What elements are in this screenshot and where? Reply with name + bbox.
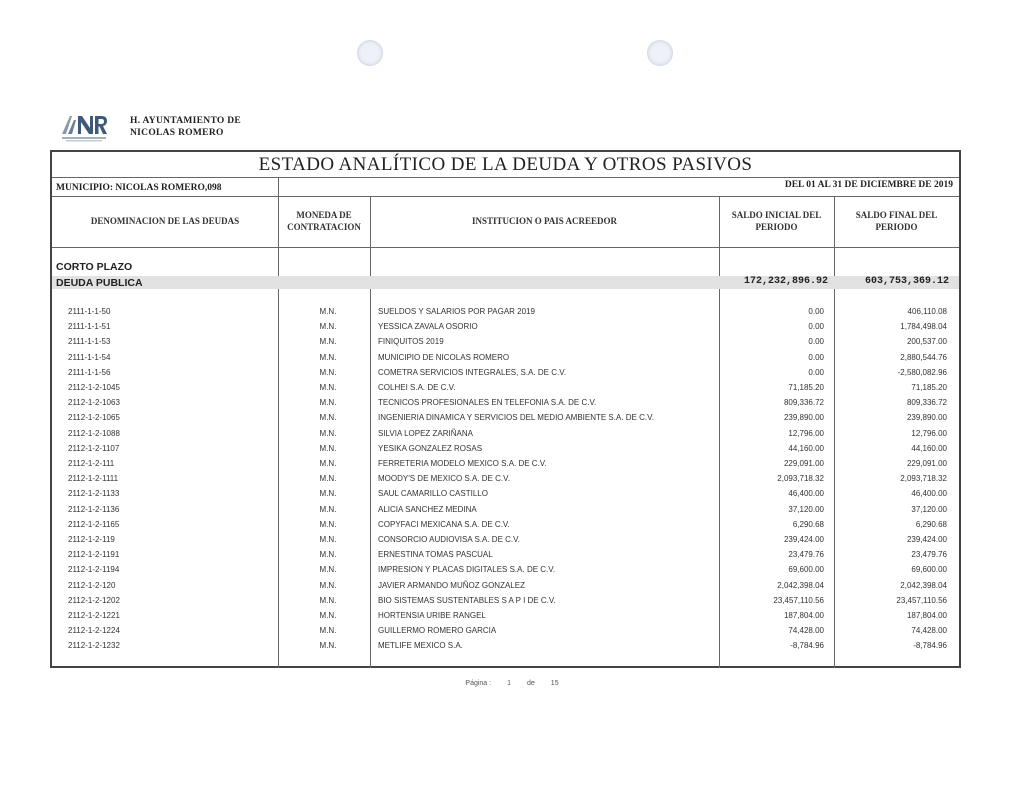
table-row bbox=[52, 626, 959, 641]
table-row bbox=[52, 565, 959, 580]
cell-saldo-final: 239,424.00 bbox=[906, 535, 947, 544]
page-footer bbox=[0, 680, 1024, 687]
cell-moneda: M.N. bbox=[319, 383, 337, 392]
cell-moneda: M.N. bbox=[319, 611, 337, 620]
cell-saldo-inicial: 239,424.00 bbox=[783, 535, 824, 544]
cell-cuenta: 2111-1-1-53 bbox=[68, 337, 111, 347]
page-total: 15 bbox=[550, 680, 559, 687]
cell-institucion: COLHEI S.A. DE C.V. bbox=[378, 383, 456, 392]
cell-institucion: FINIQUITOS 2019 bbox=[378, 337, 444, 347]
cell-cuenta: 2112-1-2-1194 bbox=[68, 565, 120, 575]
cell-saldo-inicial: 0.00 bbox=[808, 352, 824, 362]
total-saldo-final: 603,753,369.12 bbox=[864, 276, 949, 287]
org-line-1: H. AYUNTAMIENTO DE bbox=[130, 116, 242, 126]
cell-saldo-final: 406,110.08 bbox=[907, 307, 947, 316]
document-header bbox=[60, 110, 241, 144]
cell-saldo-inicial: 187,804.00 bbox=[783, 611, 824, 620]
cell-saldo-final: 2,880,544.76 bbox=[900, 352, 947, 362]
cell-institucion: JAVIER ARMANDO MUÑOZ GONZALEZ bbox=[378, 580, 525, 590]
punch-hole-right bbox=[647, 40, 673, 66]
cell-institucion: COPYFACI MEXICANA S.A. DE C.V. bbox=[378, 519, 510, 529]
punch-hole-left bbox=[357, 40, 383, 66]
cell-saldo-final: 200,537.00 bbox=[906, 337, 947, 347]
cell-cuenta: 2112-1-2-1165 bbox=[68, 519, 120, 529]
cell-cuenta: 2112-1-2-1202 bbox=[68, 595, 120, 605]
cell-cuenta: 2111-1-1-50 bbox=[68, 307, 111, 316]
cell-saldo-inicial: 0.00 bbox=[808, 322, 824, 332]
cell-saldo-inicial: 0.00 bbox=[808, 307, 824, 316]
page-current: 1 bbox=[507, 680, 511, 687]
cell-saldo-inicial: 23,479.76 bbox=[788, 550, 824, 560]
table-row bbox=[52, 641, 959, 656]
cell-saldo-inicial: 74,428.00 bbox=[788, 626, 824, 636]
cell-moneda: M.N. bbox=[319, 519, 337, 529]
cell-institucion: ERNESTINA TOMAS PASCUAL bbox=[378, 550, 493, 560]
cell-cuenta: 2112-1-2-1107 bbox=[68, 443, 120, 453]
cell-moneda: M.N. bbox=[319, 337, 337, 347]
cell-saldo-inicial: 239,890.00 bbox=[783, 413, 824, 423]
table-row bbox=[52, 505, 959, 520]
cell-moneda: M.N. bbox=[319, 322, 337, 332]
cell-saldo-inicial: 69,600.00 bbox=[788, 565, 824, 575]
table-row bbox=[52, 596, 959, 611]
section-deuda-publica: DEUDA PUBLICA bbox=[56, 277, 143, 289]
org-line-2: NICOLAS ROMERO bbox=[130, 128, 224, 138]
cell-saldo-final: -2,580,082.96 bbox=[897, 367, 947, 377]
cell-cuenta: 2112-1-2-1045 bbox=[68, 383, 120, 392]
table-row bbox=[52, 474, 959, 489]
cell-institucion: MUNICIPIO DE NICOLAS ROMERO bbox=[378, 352, 510, 362]
cell-moneda: M.N. bbox=[319, 580, 337, 590]
cell-saldo-inicial: 809,336.72 bbox=[783, 398, 824, 408]
table-row bbox=[52, 398, 959, 413]
cell-cuenta: 2112-1-2-1065 bbox=[68, 413, 120, 423]
cell-cuenta: 2112-1-2-1232 bbox=[68, 641, 120, 651]
cell-saldo-inicial: -8,784.96 bbox=[790, 641, 824, 651]
table-row bbox=[52, 550, 959, 565]
cell-saldo-final: 74,428.00 bbox=[911, 626, 947, 636]
cell-institucion: ALICIA SANCHEZ MEDINA bbox=[378, 504, 477, 514]
cell-saldo-inicial: 2,042,398.04 bbox=[777, 580, 824, 590]
cell-saldo-inicial: 37,120.00 bbox=[788, 504, 824, 514]
period-label: DEL 01 AL 31 DE DICIEMBRE DE 2019 bbox=[784, 180, 953, 190]
table-row bbox=[52, 535, 959, 550]
cell-institucion: YESSICA ZAVALA OSORIO bbox=[378, 322, 478, 332]
cell-moneda: M.N. bbox=[319, 641, 337, 651]
cell-cuenta: 2112-1-2-1063 bbox=[68, 398, 120, 408]
municipality-logo-icon bbox=[60, 110, 108, 144]
cell-moneda: M.N. bbox=[319, 565, 337, 575]
cell-moneda: M.N. bbox=[319, 595, 337, 605]
cell-institucion: METLIFE MEXICO S.A. bbox=[378, 641, 463, 651]
cell-saldo-inicial: 12,796.00 bbox=[788, 428, 824, 438]
cell-institucion: SAUL CAMARILLO CASTILLO bbox=[378, 489, 488, 499]
cell-moneda: M.N. bbox=[319, 550, 337, 560]
cell-cuenta: 2112-1-2-120 bbox=[68, 580, 116, 590]
cell-cuenta: 2112-1-2-1136 bbox=[68, 504, 120, 514]
cell-saldo-final: 71,185.20 bbox=[911, 383, 947, 392]
column-header-moneda: MONEDA DE CONTRATACION bbox=[287, 210, 361, 232]
cell-saldo-final: 187,804.00 bbox=[906, 611, 947, 620]
table-row bbox=[52, 413, 959, 428]
cell-saldo-final: 69,600.00 bbox=[911, 565, 947, 575]
table-row bbox=[52, 489, 959, 504]
cell-moneda: M.N. bbox=[319, 352, 337, 362]
municipio-label: MUNICIPIO: NICOLAS ROMERO,098 bbox=[56, 183, 222, 193]
cell-institucion: SILVIA LOPEZ ZARIÑANA bbox=[378, 428, 473, 438]
cell-cuenta: 2112-1-2-111 bbox=[68, 459, 115, 468]
cell-saldo-final: 809,336.72 bbox=[906, 398, 947, 408]
cell-institucion: BIO SISTEMAS SUSTENTABLES S A P I DE C.V. bbox=[378, 595, 556, 605]
cell-moneda: M.N. bbox=[319, 398, 337, 408]
cell-moneda: M.N. bbox=[319, 367, 337, 377]
cell-moneda: M.N. bbox=[319, 626, 337, 636]
cell-cuenta: 2112-1-2-1224 bbox=[68, 626, 120, 636]
cell-saldo-final: -8,784.96 bbox=[913, 641, 947, 651]
cell-saldo-final: 23,457,110.56 bbox=[896, 595, 947, 605]
cell-saldo-final: 2,093,718.32 bbox=[900, 474, 947, 484]
cell-saldo-final: 1,784,498.04 bbox=[900, 322, 947, 332]
cell-saldo-final: 44,160.00 bbox=[911, 443, 947, 453]
cell-institucion: MOODY'S DE MEXICO S.A. DE C.V. bbox=[378, 474, 510, 484]
column-header-saldo-final: SALDO FINAL DEL PERIODO bbox=[855, 210, 938, 232]
table-row bbox=[52, 353, 959, 368]
divider bbox=[52, 247, 959, 248]
cell-cuenta: 2112-1-2-1088 bbox=[68, 428, 120, 438]
cell-moneda: M.N. bbox=[319, 489, 337, 499]
cell-moneda: M.N. bbox=[319, 474, 337, 484]
cell-institucion: TECNICOS PROFESIONALES EN TELEFONIA S.A. DE C.V. bbox=[378, 398, 597, 408]
cell-institucion: INGENIERIA DINAMICA Y SERVICIOS DEL MEDIO AMBIENTE S.A. DE C.V. bbox=[378, 413, 654, 423]
page-of-label: de bbox=[527, 680, 535, 687]
report-table bbox=[50, 150, 961, 668]
cell-institucion: YESIKA GONZALEZ ROSAS bbox=[378, 443, 483, 453]
cell-saldo-final: 239,890.00 bbox=[906, 413, 947, 423]
cell-cuenta: 2111-1-1-51 bbox=[68, 322, 111, 332]
table-row bbox=[52, 611, 959, 626]
divider bbox=[52, 177, 959, 178]
cell-cuenta: 2112-1-2-1111 bbox=[68, 474, 119, 484]
cell-moneda: M.N. bbox=[319, 459, 337, 468]
cell-cuenta: 2112-1-2-1191 bbox=[68, 550, 120, 560]
total-saldo-inicial: 172,232,896.92 bbox=[743, 276, 828, 287]
report-title: ESTADO ANALÍTICO DE LA DEUDA Y OTROS PASIVOS bbox=[258, 154, 753, 175]
cell-institucion: HORTENSIA URIBE RANGEL bbox=[378, 611, 486, 620]
cell-saldo-inicial: 229,091.00 bbox=[783, 459, 824, 468]
cell-cuenta: 2111-1-1-54 bbox=[68, 352, 111, 362]
cell-cuenta: 2111-1-1-56 bbox=[68, 367, 111, 377]
cell-saldo-inicial: 46,400.00 bbox=[788, 489, 824, 499]
cell-cuenta: 2112-1-2-1221 bbox=[68, 611, 120, 620]
cell-institucion: FERRETERIA MODELO MEXICO S.A. DE C.V. bbox=[378, 459, 547, 468]
column-header-denominacion: DENOMINACION DE LAS DEUDAS bbox=[90, 216, 240, 226]
table-row bbox=[52, 368, 959, 383]
table-row bbox=[52, 444, 959, 459]
table-row bbox=[52, 383, 959, 398]
cell-institucion: SUELDOS Y SALARIOS POR PAGAR 2019 bbox=[378, 307, 535, 316]
cell-saldo-final: 6,290.68 bbox=[915, 519, 947, 529]
table-row bbox=[52, 322, 959, 337]
cell-cuenta: 2112-1-2-119 bbox=[68, 535, 115, 544]
column-header-saldo-inicial: SALDO INICIAL DEL PERIODO bbox=[731, 210, 822, 232]
cell-institucion: GUILLERMO ROMERO GARCIA bbox=[378, 626, 497, 636]
cell-institucion: IMPRESION Y PLACAS DIGITALES S.A. DE C.V. bbox=[378, 565, 556, 575]
cell-cuenta: 2112-1-2-1133 bbox=[68, 489, 120, 499]
cell-saldo-final: 37,120.00 bbox=[911, 504, 947, 514]
table-row bbox=[52, 581, 959, 596]
section-corto-plazo: CORTO PLAZO bbox=[56, 261, 133, 273]
cell-saldo-final: 2,042,398.04 bbox=[900, 580, 947, 590]
cell-saldo-inicial: 0.00 bbox=[808, 367, 824, 377]
table-row bbox=[52, 429, 959, 444]
cell-moneda: M.N. bbox=[319, 443, 337, 453]
page-label: Página : bbox=[465, 680, 492, 687]
cell-moneda: M.N. bbox=[319, 504, 337, 514]
cell-saldo-inicial: 0.00 bbox=[808, 337, 824, 347]
cell-moneda: M.N. bbox=[319, 307, 337, 316]
cell-saldo-final: 23,479.76 bbox=[911, 550, 947, 560]
cell-saldo-final: 12,796.00 bbox=[911, 428, 947, 438]
cell-saldo-final: 46,400.00 bbox=[911, 489, 947, 499]
cell-moneda: M.N. bbox=[319, 535, 337, 544]
cell-saldo-inicial: 71,185.20 bbox=[788, 383, 824, 392]
cell-moneda: M.N. bbox=[319, 428, 337, 438]
cell-saldo-inicial: 23,457,110.56 bbox=[773, 595, 824, 605]
cell-institucion: CONSORCIO AUDIOVISA S.A. DE C.V. bbox=[378, 535, 520, 544]
column-header-institucion: INSTITUCION O PAIS ACREEDOR bbox=[471, 216, 618, 226]
cell-institucion: COMETRA SERVICIOS INTEGRALES, S.A. DE C.V. bbox=[378, 367, 567, 377]
table-row bbox=[52, 459, 959, 474]
table-row bbox=[52, 520, 959, 535]
cell-saldo-inicial: 44,160.00 bbox=[788, 443, 824, 453]
cell-saldo-inicial: 2,093,718.32 bbox=[777, 474, 824, 484]
organization-name bbox=[130, 115, 241, 139]
cell-moneda: M.N. bbox=[319, 413, 337, 423]
table-row bbox=[52, 337, 959, 352]
cell-saldo-inicial: 6,290.68 bbox=[792, 519, 824, 529]
table-row bbox=[52, 307, 959, 322]
cell-saldo-final: 229,091.00 bbox=[906, 459, 947, 468]
